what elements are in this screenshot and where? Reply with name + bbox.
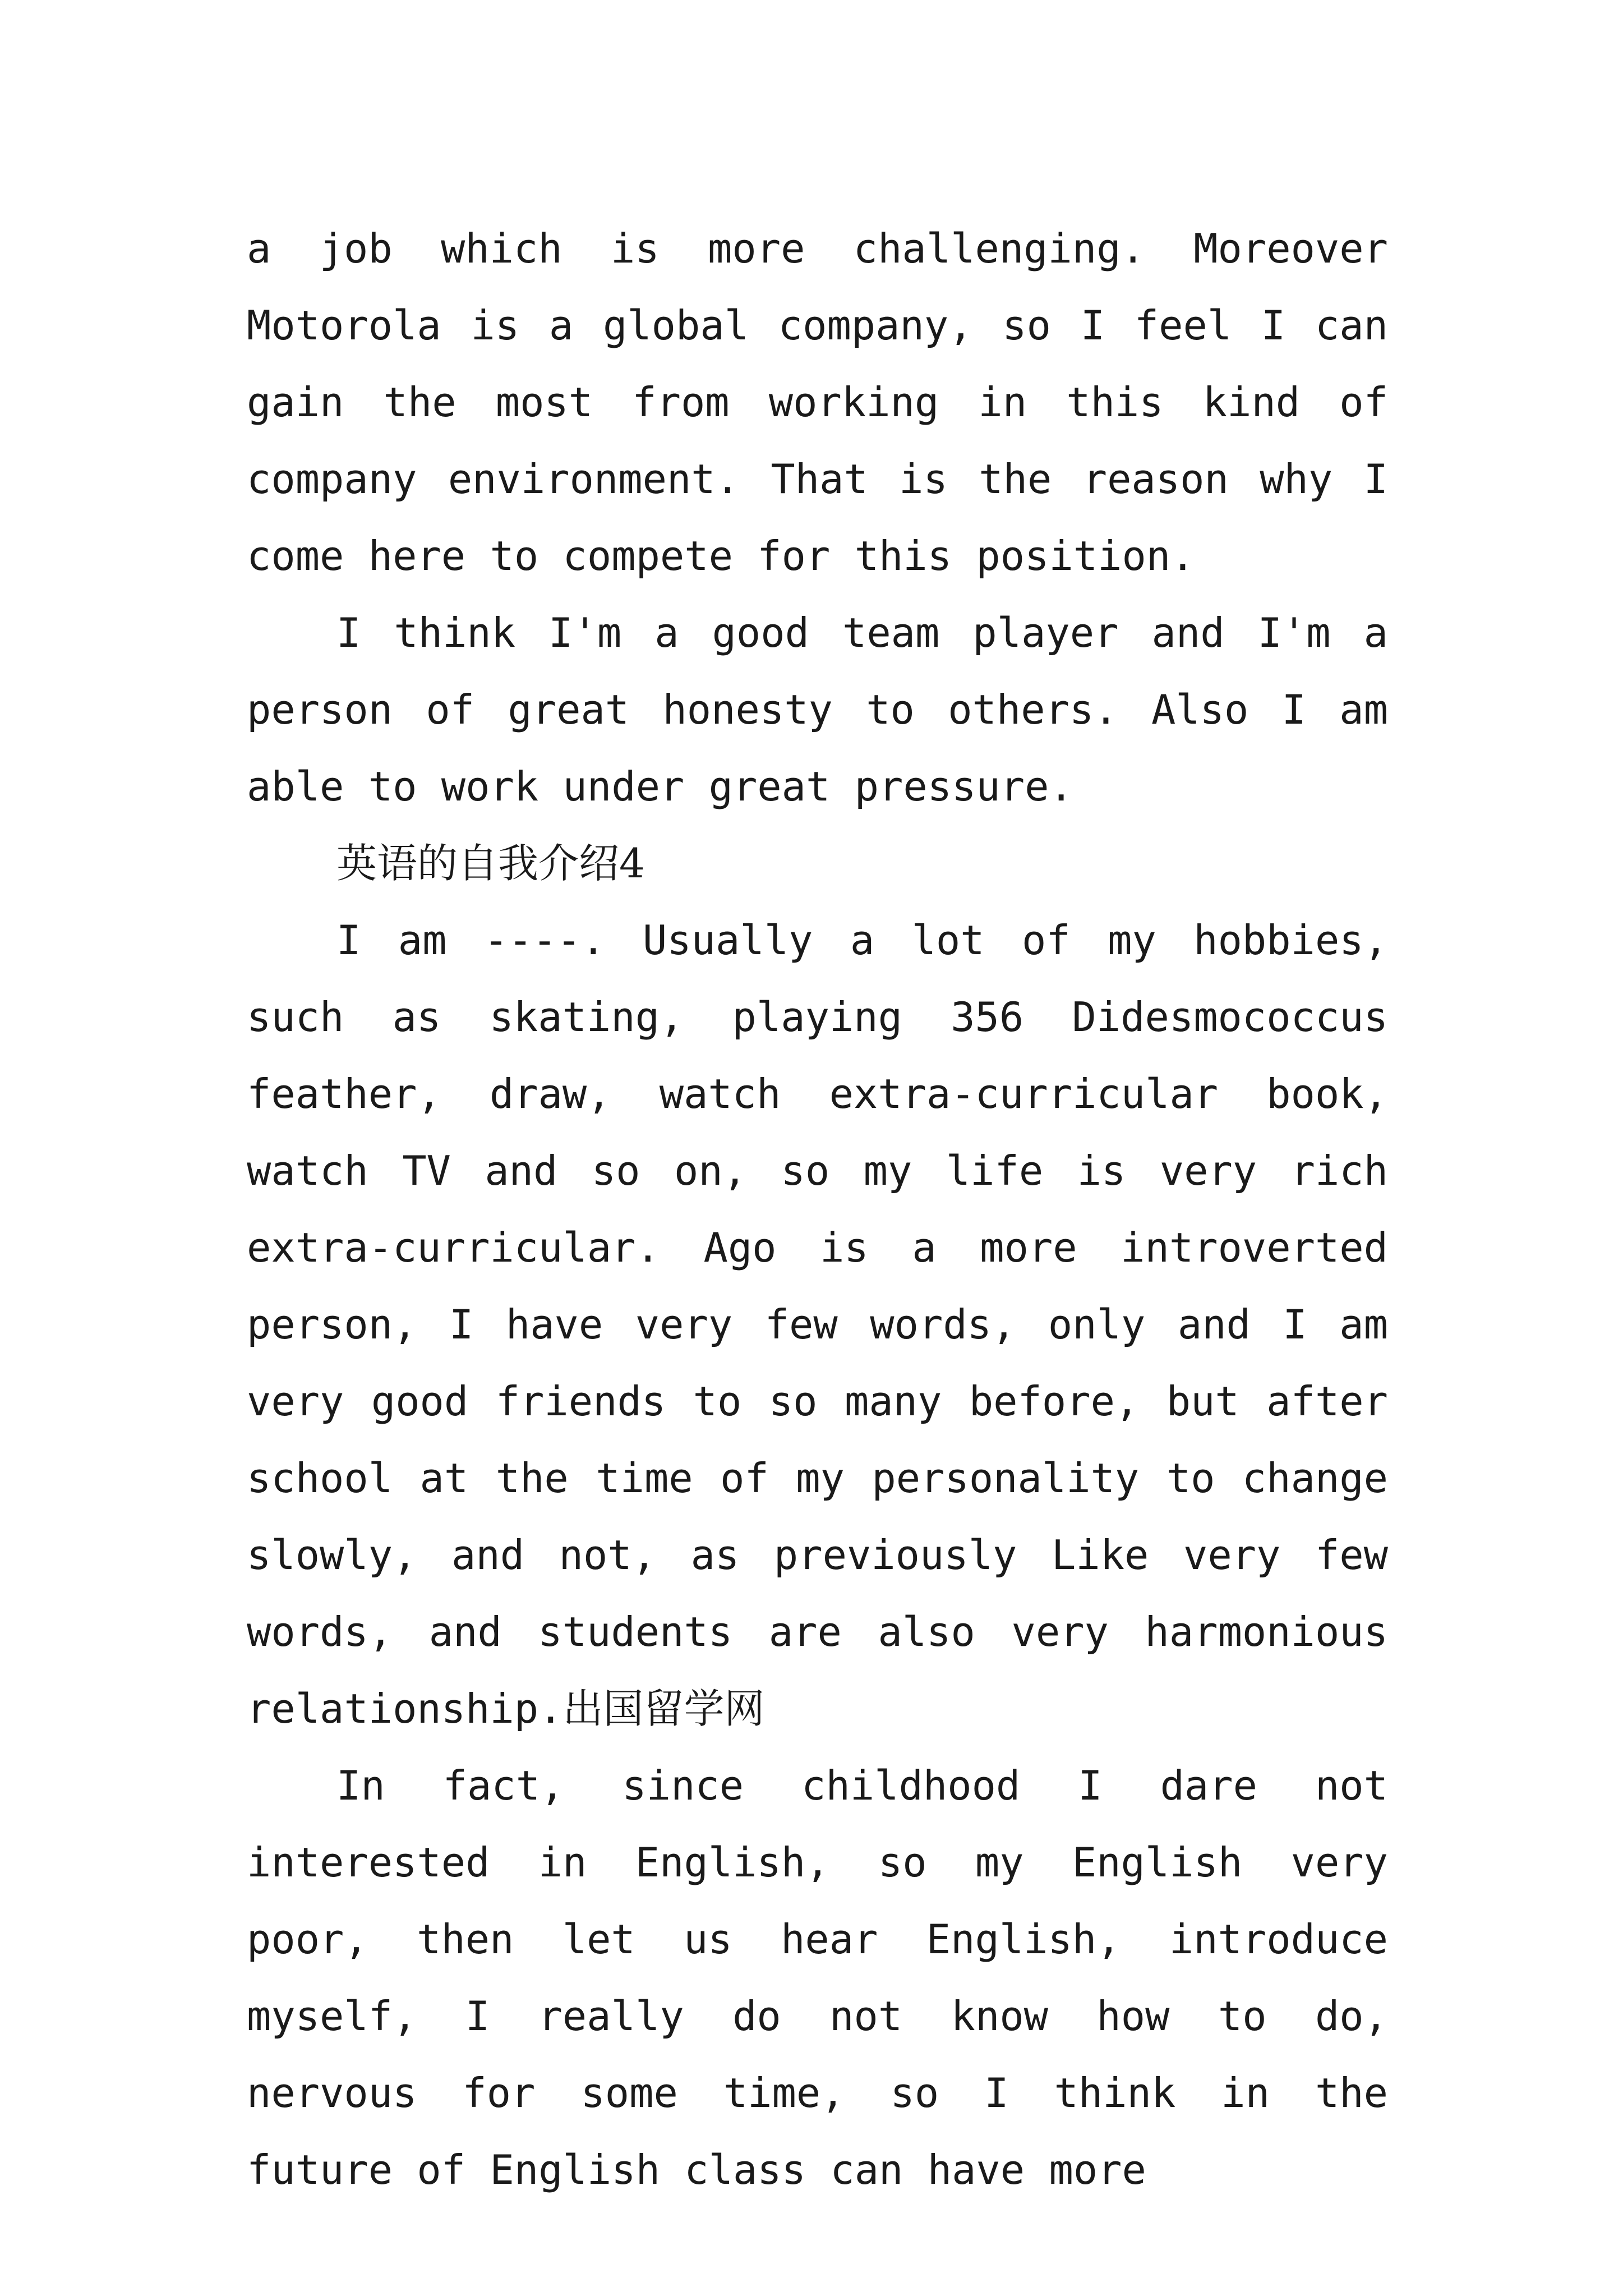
- document-body: [247, 210, 1388, 2208]
- section-heading: 英语的自我介绍4: [336, 840, 645, 887]
- paragraph-english: In fact, since childhood I dare not interested in English, so my English very poor, then let us hear English, introduce myself, I really do not know how to do, nervous for some time, so I think in the future of English class can have more: [247, 1762, 1388, 2193]
- paragraph-team-player: I think I'm a good team player and I'm a person of great honesty to others. Also I am able to work under great pressure.: [247, 609, 1388, 810]
- paragraph-motorola: a job which is more challenging. Moreover Motorola is a global company, so I feel I can gain the most from working in this kind of company environment. That is the reason why I come here to compete for this position.: [247, 225, 1388, 579]
- paragraph-hobbies: I am ----. Usually a lot of my hobbies, such as skating, playing 356 Didesmococcus feather, draw, watch extra-curricular book, watch TV and so on, so my life is very rich extra-curricular. Ago is a more introverted person, I have very few words, only and I am very good friends to so many before, but after school at the time of my personality to change slowly, and not, as previously Like very few words, and students are also very harmonious relationship.出国留学网: [247, 917, 1388, 1732]
